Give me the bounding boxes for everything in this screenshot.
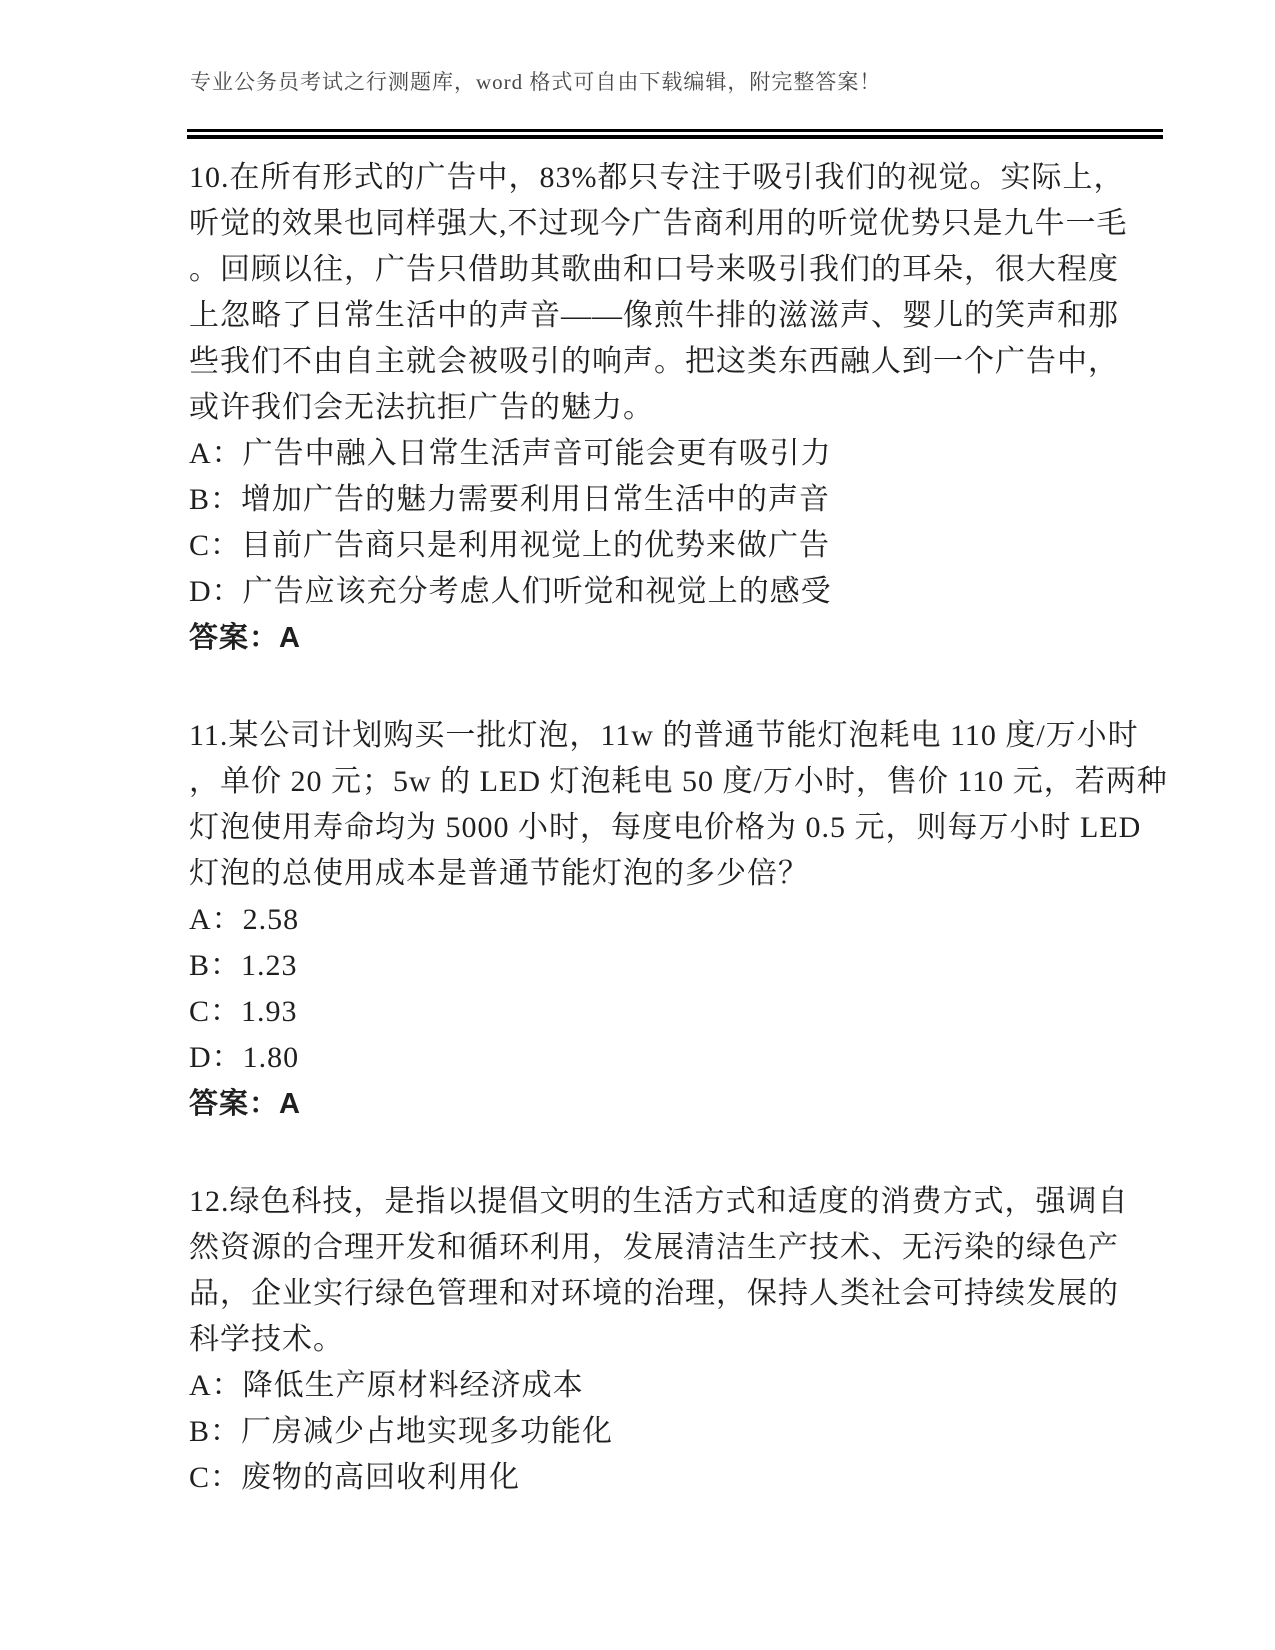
- question-10-line-3: 。回顾以往，广告只借助其歌曲和口号来吸引我们的耳朵，很大程度: [189, 253, 1119, 286]
- question-12-line-1: 12.绿色科技，是指以提倡文明的生活方式和适度的消费方式，强调自: [189, 1185, 1129, 1218]
- question-11-option-d: D：1.80: [189, 1041, 300, 1074]
- question-11-line-3: 灯泡使用寿命均为 5000 小时，每度电价格为 0.5 元，则每万小时 LED: [189, 811, 1142, 844]
- question-11-option-b: B：1.23: [189, 949, 298, 982]
- question-10-option-a: A：广告中融入日常生活声音可能会更有吸引力: [189, 437, 832, 470]
- question-10-answer: 答案：A: [189, 622, 301, 654]
- question-11-line-2: ，单价 20 元；5w 的 LED 灯泡耗电 50 度/万小时，售价 110 元，若两种: [189, 765, 1168, 798]
- question-11-block: [189, 713, 1168, 1127]
- question-11-answer: 答案：A: [189, 1088, 301, 1120]
- question-10-option-d: D：广告应该充分考虑人们听觉和视觉上的感受: [189, 575, 832, 608]
- question-12-option-b: B：厂房减少占地实现多功能化: [189, 1415, 614, 1448]
- question-10-option-c: C：目前广告商只是利用视觉上的优势来做广告: [189, 529, 831, 562]
- question-10-line-4: 上忽略了日常生活中的声音——像煎牛排的滋滋声、婴儿的笑声和那: [189, 299, 1119, 332]
- header-text: 专业公务员考试之行测题库，word 格式可自由下载编辑，附完整答案！: [190, 70, 882, 94]
- question-11-option-a: A：2.58: [189, 903, 300, 936]
- question-10-line-5: 些我们不由自主就会被吸引的响声。把这类东西融人到一个广告中，: [189, 345, 1119, 378]
- question-10-option-b: B：增加广告的魅力需要利用日常生活中的声音: [189, 483, 831, 516]
- question-12-option-a: A：降低生产原材料经济成本: [189, 1369, 584, 1402]
- page-header: [190, 0, 1166, 96]
- question-11-line-4: 灯泡的总使用成本是普通节能灯泡的多少倍？: [189, 857, 809, 890]
- question-10-line-2: 听觉的效果也同样强大,不过现今广告商利用的听觉优势只是九牛一毛: [189, 207, 1128, 240]
- question-12-option-c: C：废物的高回收利用化: [189, 1461, 521, 1494]
- question-12-line-4: 科学技术。: [189, 1323, 344, 1356]
- question-11-line-1: 11.某公司计划购买一批灯泡，11w 的普通节能灯泡耗电 110 度/万小时: [189, 719, 1139, 752]
- header-divider: [187, 129, 1163, 139]
- question-12-block: [189, 1179, 1129, 1501]
- question-11-option-c: C：1.93: [189, 995, 298, 1028]
- question-12-line-3: 品，企业实行绿色管理和对环境的治理，保持人类社会可持续发展的: [189, 1277, 1119, 1310]
- question-10-line-1: 10.在所有形式的广告中，83%都只专注于吸引我们的视觉。实际上，: [189, 161, 1125, 194]
- question-10-line-6: 或许我们会无法抗拒广告的魅力。: [189, 391, 654, 424]
- question-10-block: [189, 155, 1128, 661]
- question-12-line-2: 然资源的合理开发和循环利用，发展清洁生产技术、无污染的绿色产: [189, 1231, 1119, 1264]
- document-content: [189, 155, 1168, 1501]
